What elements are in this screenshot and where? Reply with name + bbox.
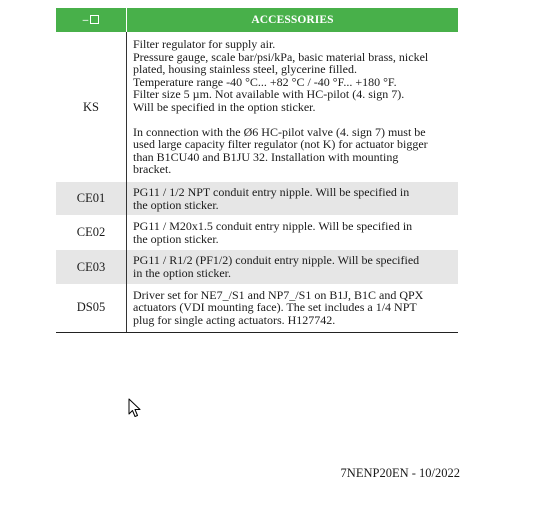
row-code: KS: [56, 32, 127, 182]
description-line: Driver set for NE7_/S1 and NP7_/S1 on B1J, B1C and QPX: [133, 287, 424, 302]
table-row: [56, 284, 458, 332]
description-line: Temperature range -40 °C... +82 °C / -40 °F... +180 °F.: [133, 74, 397, 89]
description-line: Will be specified in the option sticker.: [133, 100, 316, 114]
row-description: [127, 215, 459, 250]
description-line: PG11 / 1/2 NPT conduit entry nipple. Will be specified in: [133, 184, 410, 199]
table-header-row: [56, 8, 458, 32]
row-code: CE01: [56, 182, 127, 215]
row-description: [127, 250, 459, 284]
description-paragraph: [133, 126, 452, 176]
row-description: [127, 32, 459, 182]
description-line: used large capacity filter regulator (not K) for actuator bigger: [133, 137, 428, 152]
row-code: CE02: [56, 215, 127, 250]
row-description: [127, 284, 459, 332]
table-row: [56, 32, 458, 182]
paragraph-spacer: [133, 114, 452, 126]
description-line: Filter regulator for supply air.: [133, 37, 276, 52]
code-header-symbol: –: [82, 14, 89, 26]
description-line: actuators (VDI mounting face). The set includes a 1/4 NPT: [133, 300, 417, 315]
description-line: Filter size 5 µm. Not available with HC-pilot (4. sign 7).: [133, 87, 405, 102]
row-code: CE03: [56, 250, 127, 284]
mouse-pointer-icon: [128, 398, 142, 418]
description-line: the option sticker.: [133, 197, 219, 212]
accessories-table: [56, 8, 458, 333]
description-line: in the option sticker.: [133, 266, 231, 280]
description-line: PG11 / R1/2 (PF1/2) conduit entry nipple. Will be specified: [133, 253, 420, 268]
row-code: DS05: [56, 284, 127, 332]
description-line: than B1CU40 and B1JU 32. Installation with mounting: [133, 149, 399, 164]
description-line: bracket.: [133, 162, 172, 177]
table-row: [56, 250, 458, 284]
description-paragraph: [133, 38, 452, 114]
row-description: [127, 182, 459, 215]
description-line: PG11 / M20x1.5 conduit entry nipple. Will be specified in: [133, 218, 413, 233]
checkbox-symbol-icon: [90, 15, 99, 24]
document-code: 7NENP20EN - 10/2022: [340, 466, 460, 480]
code-column-header: [56, 8, 127, 32]
description-line: Pressure gauge, scale bar/psi/kPa, basic material brass, nickel: [133, 49, 429, 64]
table-row: [56, 215, 458, 250]
table-row: [56, 182, 458, 215]
description-line: In connection with the Ø6 HC-pilot valve (4. sign 7) must be: [133, 124, 426, 139]
description-line: plated, housing stainless steel, glycerine filled.: [133, 62, 357, 77]
description-line: the option sticker.: [133, 231, 219, 246]
accessories-column-header: ACCESSORIES: [127, 8, 459, 32]
description-line: plug for single acting actuators. H127742.: [133, 313, 336, 328]
